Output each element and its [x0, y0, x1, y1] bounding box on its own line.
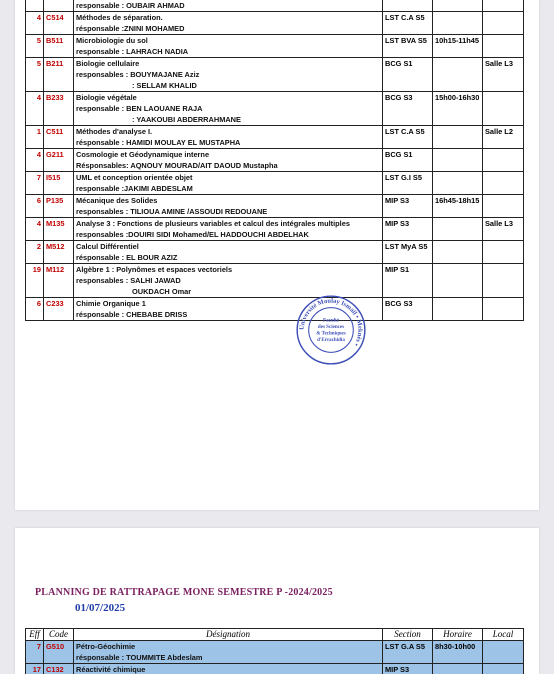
designation-cell: [74, 172, 383, 195]
designation-cell: [74, 12, 383, 35]
local-cell: Salle L3: [483, 58, 524, 92]
module-name: Réactivité chimique: [76, 665, 146, 674]
module-code-cell: G211: [44, 149, 74, 172]
section-cell: BCG S1: [383, 58, 433, 92]
local-cell: [483, 195, 524, 218]
table-row: [26, 641, 524, 664]
table-row: [26, 12, 524, 35]
effectif-cell: 19: [26, 264, 44, 298]
header-designation: Désignation: [74, 629, 383, 641]
local-cell: Salle L2: [483, 126, 524, 149]
local-cell: [483, 149, 524, 172]
horaire-cell: 16h45-18h15: [433, 195, 483, 218]
horaire-cell: [433, 149, 483, 172]
module-responsable: résponsable : HAMIDI MOULAY EL MUSTAPHA: [76, 138, 241, 147]
section-cell: LST G.A S5: [383, 641, 433, 664]
module-code-cell: G510: [44, 641, 74, 664]
module-code-cell: M512: [44, 241, 74, 264]
schedule-table-page-2: [25, 628, 524, 674]
section-cell: MIP S1: [383, 264, 433, 298]
module-responsable: responsables : BOUYMAJANE Aziz: [76, 70, 200, 79]
horaire-cell: [433, 241, 483, 264]
table-row: [26, 172, 524, 195]
effectif-cell: 4: [26, 149, 44, 172]
effectif-cell: 2: [26, 241, 44, 264]
horaire-cell: [433, 0, 483, 12]
horaire-cell: [433, 58, 483, 92]
section-cell: BCG S1: [383, 149, 433, 172]
horaire-cell: [433, 172, 483, 195]
planning-title: PLANNING DE RATTRAPAGE MONE SEMESTRE P -2024/2025: [35, 587, 333, 598]
horaire-cell: [433, 126, 483, 149]
designation-cell: [74, 35, 383, 58]
horaire-cell: [433, 298, 483, 321]
effectif-cell: 5: [26, 35, 44, 58]
table-row: [26, 264, 524, 298]
designation-cell: [74, 641, 383, 664]
header-eff: Eff: [26, 629, 44, 641]
horaire-cell: [433, 12, 483, 35]
module-code-cell: I515: [44, 172, 74, 195]
effectif-cell: 7: [26, 172, 44, 195]
module-responsable: responsables : TILIOUA AMINE /ASSOUDI REDOUANE: [76, 207, 268, 216]
table-row: [26, 35, 524, 58]
document-page-2: [15, 528, 539, 674]
horaire-cell: 8h30-10h00: [433, 641, 483, 664]
table-row: [26, 298, 524, 321]
local-cell: [483, 264, 524, 298]
module-code-cell: [44, 0, 74, 12]
table-row: [26, 0, 524, 12]
module-responsable: responsable : LAHRACH NADIA: [76, 47, 189, 56]
local-cell: [483, 641, 524, 664]
designation-cell: [74, 149, 383, 172]
module-name: Mécanique des Solides: [76, 196, 158, 205]
effectif-cell: 4: [26, 218, 44, 241]
table-header-row: [26, 629, 524, 641]
header-horaire: Horaire: [433, 629, 483, 641]
effectif-cell: 7: [26, 641, 44, 664]
module-code-cell: C233: [44, 298, 74, 321]
designation-cell: [74, 58, 383, 92]
table-row: [26, 58, 524, 92]
effectif-cell: 4: [26, 92, 44, 126]
horaire-cell: 15h00-16h30: [433, 92, 483, 126]
table-row: [26, 195, 524, 218]
effectif-cell: [26, 0, 44, 12]
table-row: [26, 92, 524, 126]
section-cell: LST C.A S5: [383, 12, 433, 35]
university-seal-stamp: [295, 294, 367, 366]
planning-date: 01/07/2025: [75, 602, 126, 614]
section-cell: BCG S3: [383, 298, 433, 321]
designation-cell: [74, 264, 383, 298]
header-code: Code: [44, 629, 74, 641]
module-code-cell: M112: [44, 264, 74, 298]
horaire-cell: [433, 218, 483, 241]
header-section: Section: [383, 629, 433, 641]
module-name: Méthodes d'analyse I.: [76, 127, 153, 136]
module-code-cell: B233: [44, 92, 74, 126]
horaire-cell: [433, 264, 483, 298]
designation-cell: [74, 664, 383, 674]
stamp-center-line: & Techniques: [316, 331, 346, 337]
module-responsable: résponsable : CHEBABE DRISS: [76, 310, 188, 319]
effectif-cell: 17: [26, 664, 44, 674]
module-name: Microbiologie du sol: [76, 36, 148, 45]
section-cell: BCG S3: [383, 92, 433, 126]
module-responsable: : SELLAM KHALID: [132, 81, 197, 90]
module-name: Biologie cellulaire: [76, 59, 140, 68]
module-responsable: OUKDACH Omar: [132, 287, 192, 296]
designation-cell: [74, 218, 383, 241]
section-cell: MIP S3: [383, 195, 433, 218]
module-responsable: résponsable : TOUMMITE Abdeslam: [76, 653, 203, 662]
designation-cell: [74, 195, 383, 218]
local-cell: Salle L3: [483, 218, 524, 241]
module-responsable: responsables : SALHI JAWAD: [76, 276, 181, 285]
designation-cell: [74, 126, 383, 149]
local-cell: [483, 12, 524, 35]
module-responsable: responsable : OUBAIR AHMAD: [76, 1, 185, 10]
local-cell: [483, 172, 524, 195]
header-local: Local: [483, 629, 524, 641]
module-code-cell: P135: [44, 195, 74, 218]
module-code-cell: C132: [44, 664, 74, 674]
stamp-center-line: d'Errachidia: [317, 337, 345, 343]
effectif-cell: 4: [26, 12, 44, 35]
module-code-cell: C511: [44, 126, 74, 149]
designation-cell: [74, 0, 383, 12]
module-name: Cosmologie et Géodynamique interne: [76, 150, 210, 159]
horaire-cell: [433, 664, 483, 674]
section-cell: LST C.A S5: [383, 126, 433, 149]
document-page-1: [15, 0, 539, 510]
local-cell: [483, 298, 524, 321]
stamp-ring-text: Université Moulay Ismaïl • Meknès •: [298, 297, 364, 348]
module-name: Pétro-Géochimie: [76, 642, 136, 651]
local-cell: [483, 664, 524, 674]
module-responsable: résponsable :ZNINI MOHAMED: [76, 24, 185, 33]
module-name: Biologie végétale: [76, 93, 137, 102]
module-code-cell: B211: [44, 58, 74, 92]
horaire-cell: 10h15-11h45: [433, 35, 483, 58]
local-cell: [483, 35, 524, 58]
effectif-cell: 6: [26, 298, 44, 321]
module-name: Analyse 3 : Fonctions de plusieurs variables et calcul des intégrales multiples: [76, 219, 350, 228]
module-code-cell: M135: [44, 218, 74, 241]
table-row: [26, 126, 524, 149]
section-cell: MIP S3: [383, 218, 433, 241]
table-row: [26, 664, 524, 674]
module-name: UML et conception orientée objet: [76, 173, 193, 182]
designation-cell: [74, 92, 383, 126]
designation-cell: [74, 241, 383, 264]
module-responsable: responsable : BEN LAOUANE RAJA: [76, 104, 203, 113]
local-cell: [483, 92, 524, 126]
table-row: [26, 241, 524, 264]
module-responsable: Résponsables: AQNOUY MOURAD/AIT DAOUD Mustapha: [76, 161, 278, 170]
section-cell: [383, 0, 433, 12]
section-cell: LST G.I S5: [383, 172, 433, 195]
module-code-cell: C514: [44, 12, 74, 35]
stamp-center-line: des Sciences: [317, 324, 345, 330]
module-name: Calcul Différentiel: [76, 242, 139, 251]
effectif-cell: 5: [26, 58, 44, 92]
module-name: Chimie Organique 1: [76, 299, 146, 308]
local-cell: [483, 0, 524, 12]
module-code-cell: B511: [44, 35, 74, 58]
table-row: [26, 218, 524, 241]
module-name: Algèbre 1 : Polynômes et espaces vectoriels: [76, 265, 233, 274]
local-cell: [483, 241, 524, 264]
section-cell: LST MyA S5: [383, 241, 433, 264]
section-cell: LST BVA S5: [383, 35, 433, 58]
table-row: [26, 149, 524, 172]
section-cell: MIP S3: [383, 664, 433, 674]
module-responsable: : YAAKOUBI ABDERRAHMANE: [132, 115, 241, 124]
module-name: Méthodes de séparation.: [76, 13, 163, 22]
module-responsable: responsable :JAKIMI ABDESLAM: [76, 184, 193, 193]
module-responsable: résponsable : EL BOUR AZIZ: [76, 253, 178, 262]
effectif-cell: 1: [26, 126, 44, 149]
module-responsable: responsables :DOUIRI SIDI Mohamed/EL HADDOUCHI ABDELHAK: [76, 230, 309, 239]
stamp-center-line: Faculté: [323, 318, 339, 324]
effectif-cell: 6: [26, 195, 44, 218]
